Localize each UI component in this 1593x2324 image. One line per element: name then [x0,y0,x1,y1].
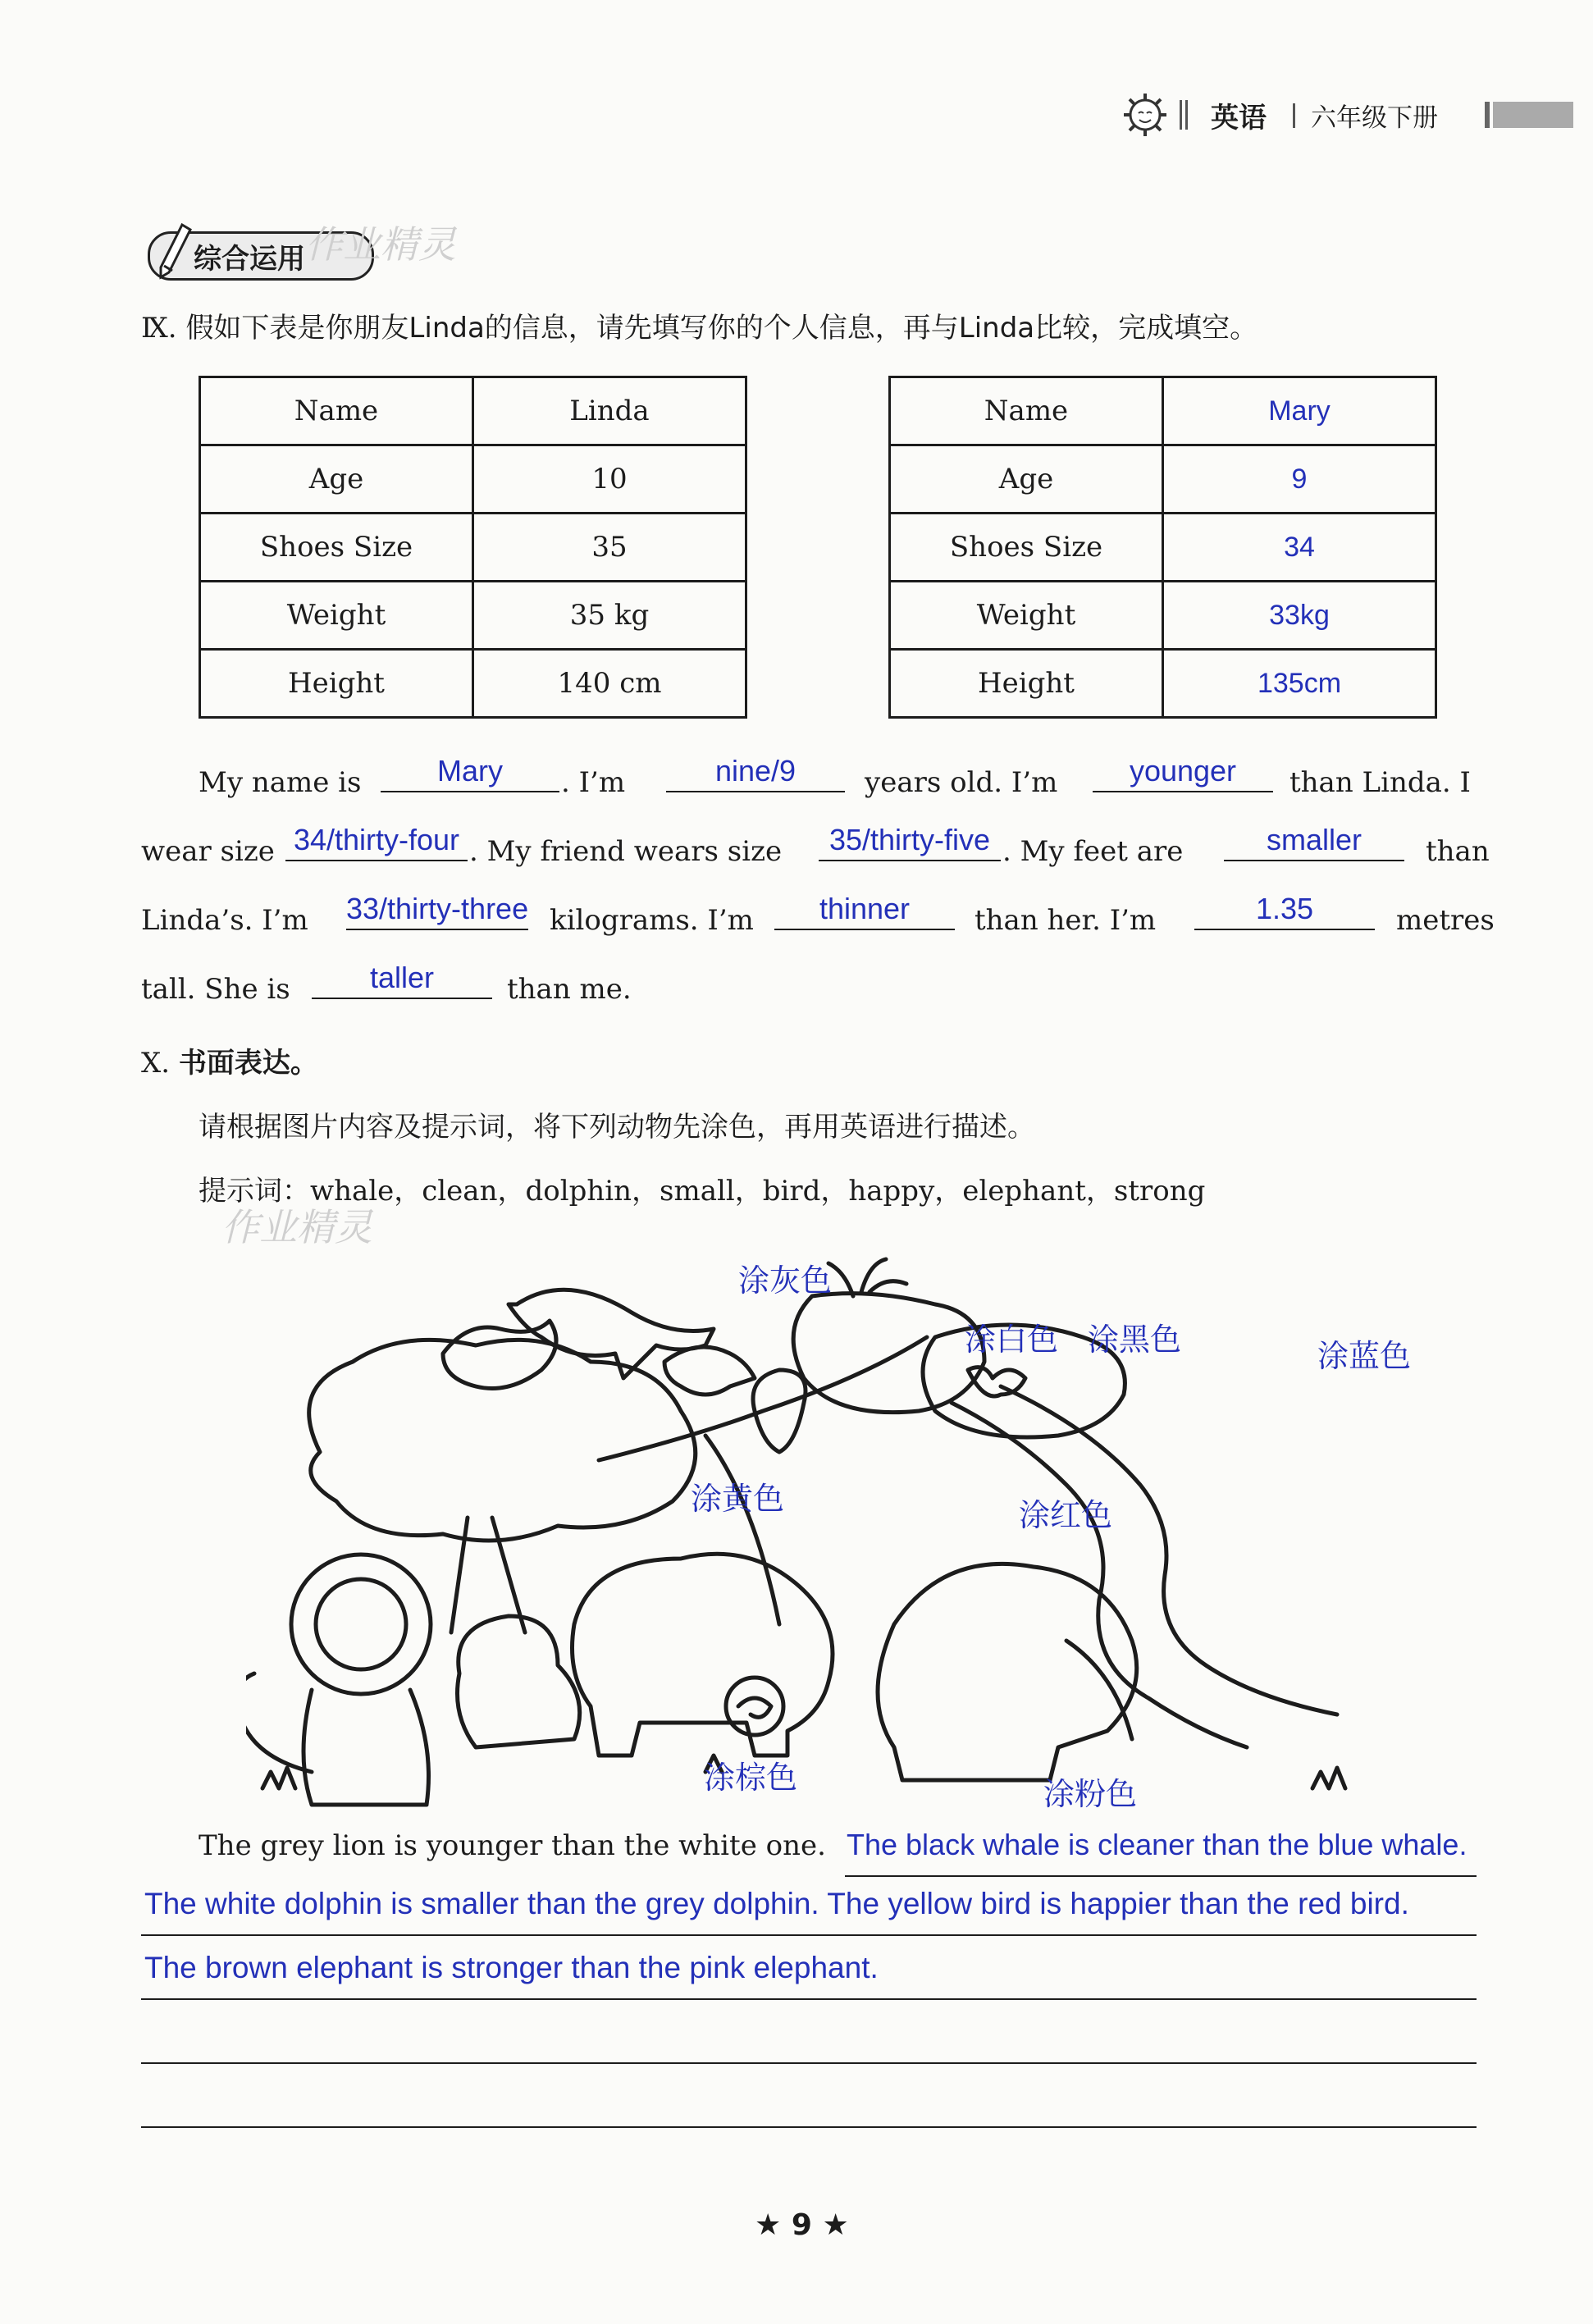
table-answer[interactable]: 9 [1163,445,1436,514]
answer-blank-thin[interactable] [774,892,955,930]
answer-blank-metres[interactable] [1194,892,1375,930]
hint-words: whale，clean，dolphin，small，bird，happy，elephant，strong [310,1175,1206,1208]
static-text: . My feet are [1002,835,1184,868]
fill-line-1 [199,754,1485,807]
table-value: 140 cm [473,650,746,718]
answer-blank-friend-size[interactable] [819,823,1001,861]
color-label-blue: 涂蓝色 [1317,1338,1412,1374]
white-dolphin [664,1347,755,1395]
static-text: kilograms. I’m [550,904,754,937]
pencil-icon [157,223,194,281]
table-answer[interactable]: 34 [1163,514,1436,582]
header-separator [1293,103,1295,128]
static-text: wear size [141,835,275,868]
table-row [200,582,746,650]
table-row [890,445,1436,514]
static-text: metres [1396,904,1495,937]
writing-line [845,1875,1477,1877]
static-text: than [1426,835,1490,868]
example-sentence: The grey lion is younger than the white one. [199,1829,826,1862]
static-text: than me. [507,973,632,1006]
animal-illustration [246,1247,1394,1821]
table-row [200,514,746,582]
fill-line-2 [141,823,1490,876]
table-value: 35 kg [473,582,746,650]
answer-blank-feet[interactable] [1224,823,1404,861]
table-key: Shoes Size [200,514,473,582]
page-number [755,2208,849,2242]
static-text: . My friend wears size [469,835,783,868]
answer-text: thinner [819,892,911,925]
page-number-text: 9 [791,2208,812,2242]
answer-text: 35/thirty-five [828,823,991,856]
subject-title: 英语 [1211,102,1267,135]
black-whale [793,1294,984,1413]
static-text: years old. I’m [865,766,1058,799]
table-row [890,377,1436,445]
answer-blank-tall[interactable] [312,961,492,999]
answer-blank-age[interactable] [666,754,845,792]
watermark-middle: 作业精灵 [221,1205,372,1249]
my-info-table [888,376,1437,719]
color-label-black: 涂黑色 [1088,1322,1182,1358]
color-label-pink: 涂粉色 [1043,1776,1138,1812]
table-row [890,650,1436,718]
table-key: Shoes Size [890,514,1163,582]
section-label-text: 综合运用 [194,243,305,276]
answer-blank-comp-age[interactable] [1093,754,1273,792]
static-text: tall. She is [141,973,290,1006]
header-decoration [1485,102,1573,128]
answer-text: 34/thirty-four [293,823,460,856]
answer-text: younger [1129,754,1237,788]
header-divider [1180,100,1188,130]
table-row [200,650,746,718]
q10-number: Ⅹ. [141,1047,171,1080]
color-label-red: 涂红色 [1019,1497,1113,1533]
table-value: 10 [473,445,746,514]
table-key: Height [200,650,473,718]
q10-title-text: 书面表达。 [178,1047,318,1080]
grade-title: 六年级下册 [1311,103,1438,133]
table-value: 35 [473,514,746,582]
table-row [890,582,1436,650]
linda-info-table [199,376,747,719]
answer-blank-kg[interactable] [346,892,529,930]
answer-text: smaller [1266,823,1362,856]
table-key: Name [890,377,1163,445]
watermark-top: 作业精灵 [305,222,456,267]
q10-instruction: 请根据图片内容及提示词，将下列动物先涂色，再用英语进行描述。 [199,1111,1035,1144]
table-row [200,445,746,514]
river [952,1403,1247,1747]
q9-instruction-text: 假如下表是你朋友Linda的信息，请先填写你的个人信息，再与Linda比较，完成填空。 [185,312,1258,345]
lion-cub [458,1616,580,1747]
tree-canopy [309,1340,696,1541]
static-text: than her. I’m [975,904,1157,937]
answer-line-1[interactable]: The black whale is cleaner than the blue whale. [847,1828,1467,1861]
table-key: Name [200,377,473,445]
answer-text: nine/9 [714,754,796,788]
water-spout [828,1259,906,1296]
table-key: Age [890,445,1163,514]
page-header [1116,92,1575,138]
fill-line-3 [141,892,1495,945]
q9-number: Ⅸ. [141,312,177,345]
table-row [890,514,1436,582]
answer-text: taller [369,961,435,994]
table-row [200,377,746,445]
brown-elephant [573,1554,833,1756]
table-key: Weight [890,582,1163,650]
color-label-grey: 涂灰色 [738,1262,833,1299]
table-answer[interactable]: Mary [1163,377,1436,445]
writing-line [141,1934,1477,1936]
lion-face [316,1579,406,1669]
table-key: Height [890,650,1163,718]
answer-text: 1.35 [1255,892,1314,925]
star-icon: ★ [822,2208,849,2242]
table-key: Age [200,445,473,514]
lion-mane [291,1555,431,1694]
answer-blank-name[interactable] [381,754,559,792]
yellow-bird [443,1321,556,1389]
hint-label: 提示词： [199,1175,310,1208]
answer-blank-my-size[interactable] [285,823,468,861]
color-label-yellow: 涂黄色 [691,1481,785,1517]
answer-text: 33/thirty-three [346,892,529,925]
static-text: . I’m [561,766,626,799]
static-text: Linda’s. I’m [141,904,308,937]
color-label-brown: 涂棕色 [704,1760,798,1796]
answer-text: Mary [437,754,503,788]
answer-line-2[interactable]: The white dolphin is smaller than the grey dolphin. The yellow bird is happier than the red bird. [144,1887,1409,1920]
writing-line [141,2126,1477,2128]
writing-line [141,1998,1477,2000]
q10-title [141,1040,318,1080]
star-icon: ★ [755,2208,782,2242]
lion-body [304,1690,429,1805]
q9-instruction [141,305,1258,345]
answer-line-3[interactable]: The brown elephant is stronger than the pink elephant. [144,1951,879,1984]
table-answer[interactable]: 135cm [1163,650,1436,718]
table-value: Linda [473,377,746,445]
sun-gear-icon [1122,92,1168,138]
fill-line-4 [141,961,1485,1014]
table-key: Weight [200,582,473,650]
table-answer[interactable]: 33kg [1163,582,1436,650]
color-label-white: 涂白色 [965,1322,1059,1358]
writing-line [141,2062,1477,2064]
static-text: than Linda. I [1289,766,1471,799]
static-text: My name is [199,766,362,799]
